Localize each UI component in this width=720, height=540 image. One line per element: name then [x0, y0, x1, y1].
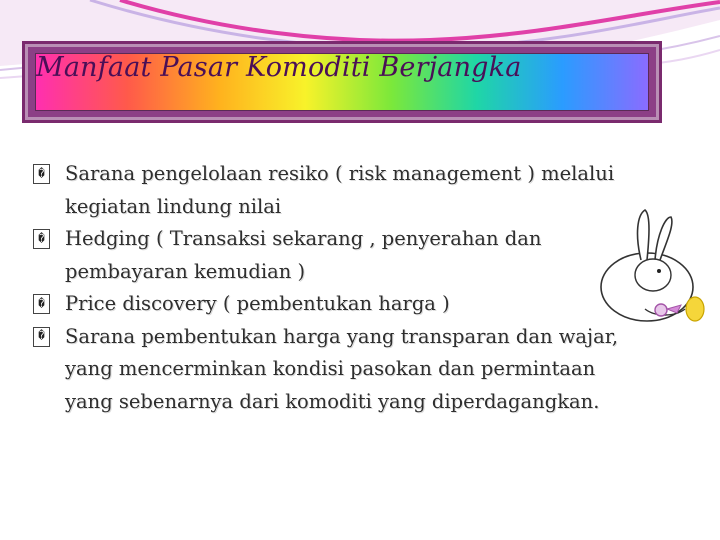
slide-title: Manfaat Pasar Komoditi Berjangka	[36, 52, 522, 83]
bullet-item	[33, 158, 643, 223]
bullet-item	[33, 321, 643, 419]
bullet-list	[33, 158, 643, 418]
bullet-text: Price discovery ( pembentukan harga )	[65, 292, 450, 315]
bullet-marker-icon: �	[33, 164, 50, 184]
bullet-text: Sarana pembentukan harga yang transparan dan wajar, yang mencerminkan kondisi pasokan dan permintaan yang sebenarnya dari komoditi yang diperdagangkan.	[65, 324, 619, 413]
bullet-marker-icon: �	[33, 294, 50, 314]
bullet-marker-icon: �	[33, 327, 50, 347]
rabbit-icon	[585, 205, 705, 330]
bullet-marker-icon: �	[33, 229, 50, 249]
bullet-text: Hedging ( Transaksi sekarang , penyerahan dan pembayaran kemudian )	[65, 227, 542, 283]
bullet-text: Sarana pengelolaan resiko ( risk management ) melalui kegiatan lindung nilai	[65, 162, 615, 218]
bullet-item	[33, 288, 643, 321]
bullet-item	[33, 223, 643, 288]
